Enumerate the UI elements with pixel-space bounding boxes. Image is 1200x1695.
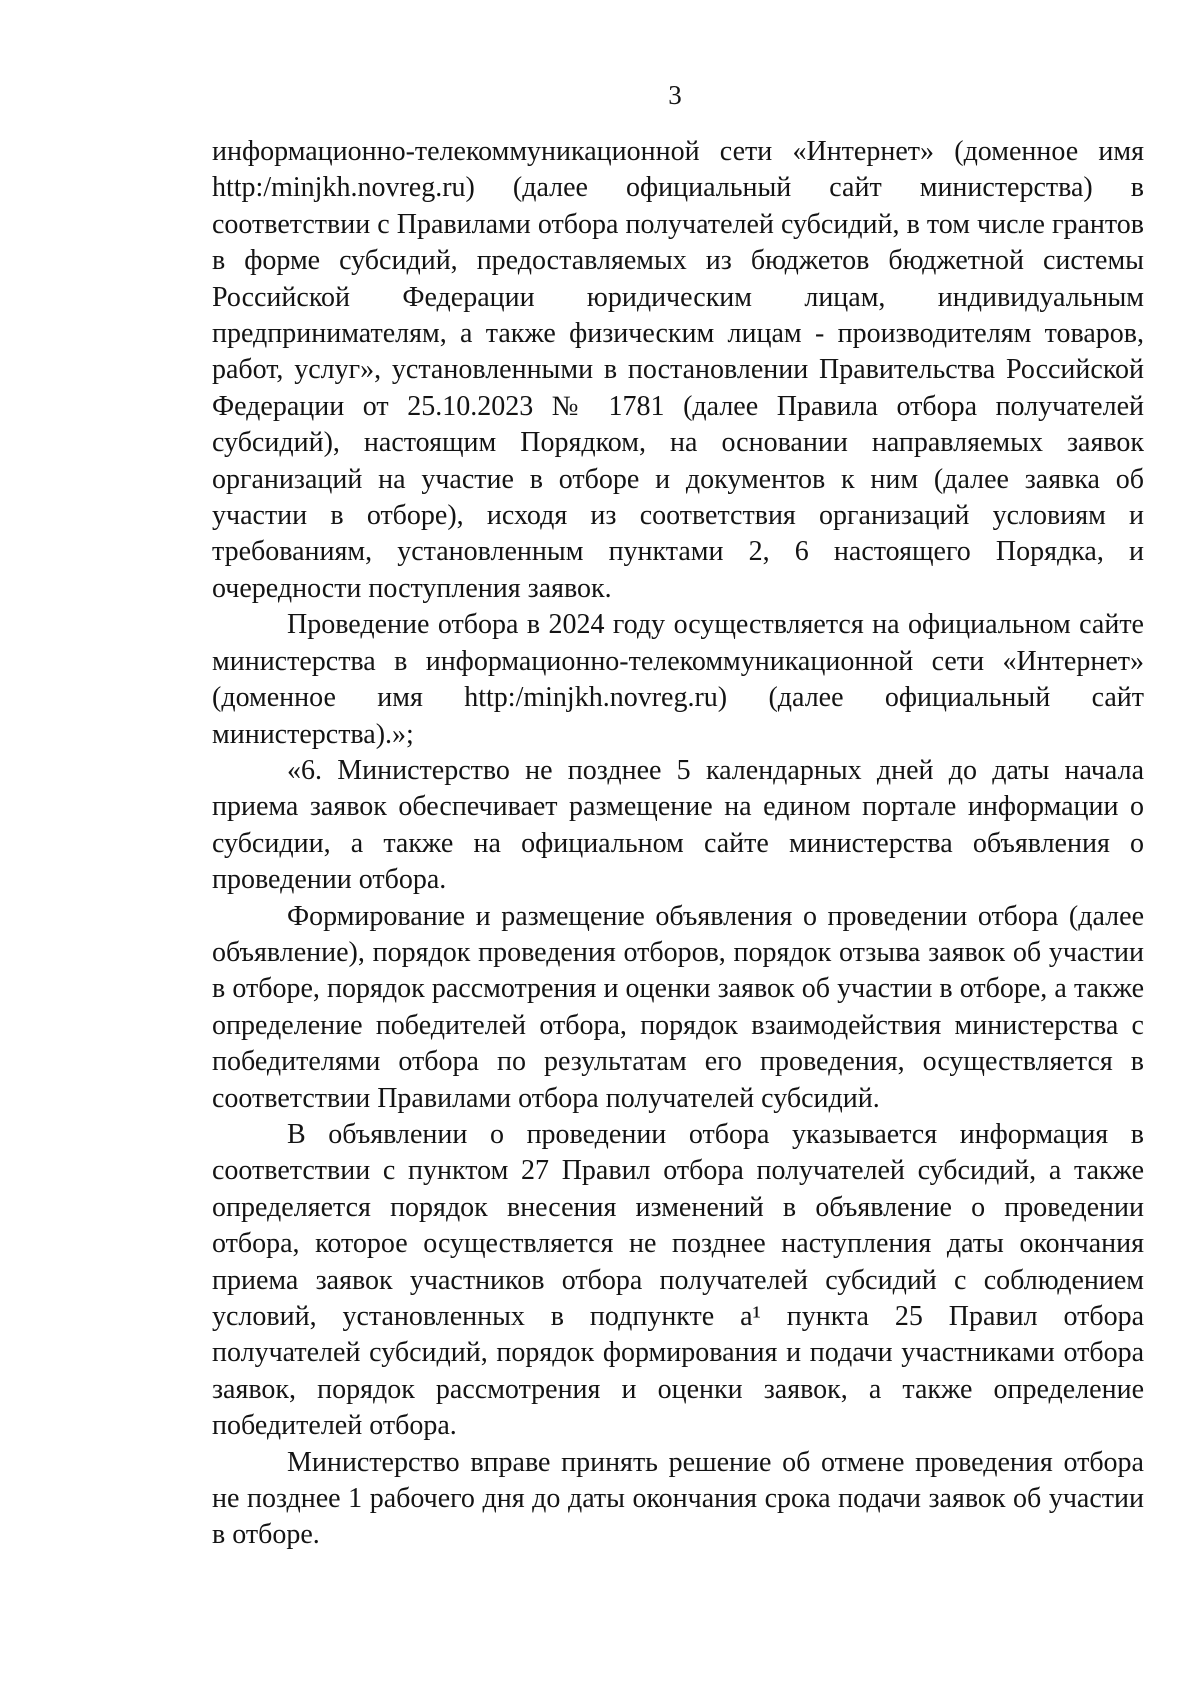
paragraph-announcement-content: В объявлении о проведении отбора указывается информация в соответствии с пунктом 27 Правил отбора получателей субсидий, а также определяется порядок внесения изменений в объявление о проведении отбора, которое осуществляется не позднее наступления даты окончания приема заявок участников отбора получателей субсидий с соблюдением условий, установленных в подпункте а¹ пункта 25 Правил отбора получателей субсидий, порядок формирования и подачи участниками отбора заявок, порядок рассмотрения и оценки заявок, а также определение победителей отбора.: [212, 1118, 1144, 1442]
paragraph-selection-2024: Проведение отбора в 2024 году осуществляется на официальном сайте министерства в информационно-телекоммуникационной сети «Интернет» (доменное имя http:/minjkh.novreg.ru) (далее официальный сайт министерства).»;: [212, 609, 1144, 750]
document-body: [212, 134, 1144, 1554]
paragraph-clause-6: «6. Министерство не позднее 5 календарных дней до даты начала приема заявок обеспечивает размещение на едином портале информации о субсидии, а также на официальном сайте министерства объявления о проведении отбора.: [212, 754, 1144, 896]
page-number: 3: [668, 80, 682, 110]
paragraph-cancellation: Министерство вправе принять решение об отмене проведения отбора не позднее 1 рабочего дня до даты окончания срока подачи заявок об участии в отборе.: [212, 1446, 1144, 1551]
paragraph-announcement-formation: Формирование и размещение объявления о проведении отбора (далее объявление), порядок проведения отборов, порядок отзыва заявок об участии в отборе, порядок рассмотрения и оценки заявок об участии в отборе, а также определение победителей отбора, порядок взаимодействия министерства с победителями отбора по результатам его проведения, осуществляется в соответствии Правилами отбора получателей субсидий.: [212, 900, 1144, 1114]
paragraph-selection-procedure: информационно-телекоммуникационной сети «Интернет» (доменное имя http:/minjkh.novreg.ru) (далее официальный сайт министерства) в соответствии с Правилами отбора получателей субсидий, в том числе грантов в форме субсидий, предоставляемых из бюджетов бюджетной системы Российской Федерации юридическим лицам, индивидуальным предпринимателям, а также физическим лицам - производителям товаров, работ, услуг», установленными в постановлении Правительства Российской Федерации от 25.10.2023 № 1781 (далее Правила отбора получателей субсидий), настоящим Порядком, на основании направляемых заявок организаций на участие в отборе и документов к ним (далее заявка об участии в отборе), исходя из соответствия организаций условиям и требованиям, установленным пунктами 2, 6 настоящего Порядка, и очередности поступления заявок.: [212, 136, 1144, 604]
